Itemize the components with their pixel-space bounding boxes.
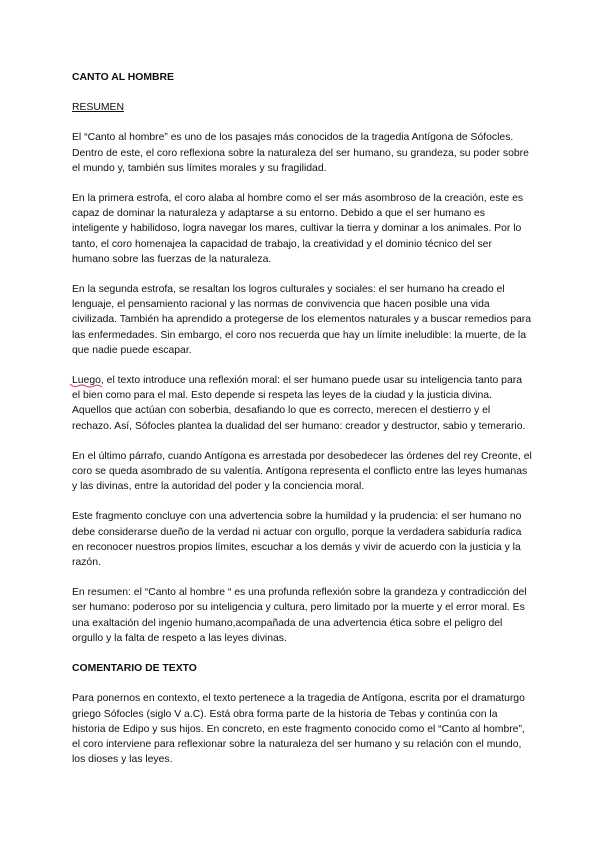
paragraph-reflexion-moral	[72, 373, 532, 434]
paragraph-reflexion-moral-text: , el texto introduce una reflexión moral: el ser humano puede usar su inteligencia tanto para el bien como para el mal. Esto depende si respeta las leyes de la ciudad y la justicia divina. Aquellos que actúan con soberbia, desafiando lo que es correcto, merecen el destierro y el rechazo. Así, Sófocles plantea la dualidad del ser humano: creador y destructor, sabio y temerario.	[72, 375, 526, 432]
paragraph-conclusion: Este fragmento concluye con una advertencia sobre la humildad y la prudencia: el ser humano no debe considerarse dueño de la verdad ni actuar con orgullo, porque la verdadera sabiduría radica en reconocer nuestros propios límites, escuchar a los demás y vivir de acuerdo con la justicia y la razón.	[72, 511, 522, 569]
section-title-comentario: COMENTARIO DE TEXTO	[72, 663, 197, 675]
paragraph-ultimo-parrafo: En el último párrafo, cuando Antígona es arrestada por desobedecer las órdenes del rey Creonte, el coro se queda asombrado de su valentía. Antígona representa el conflicto entre las leyes humanas y las divinas, entre la autoridad del poder y la conciencia moral.	[72, 450, 532, 493]
document-content	[72, 70, 532, 782]
section-title-resumen: RESUMEN	[72, 102, 124, 114]
paragraph-primera-estrofa: En la primera estrofa, el coro alaba al hombre como el ser más asombroso de la creación, este es capaz de dominar la naturaleza y adaptarse a su entorno. Debido a que el ser humano es inteligente y habilidoso, logra navegar los mares, cultivar la tierra y dominar a los animales. Por lo tanto, el coro homenajea la capacidad de trabajo, la creatividad y el dominio técnico del ser humano sobre las fuerzas de la naturaleza.	[72, 193, 524, 265]
spellcheck-word-text: Luego	[72, 375, 101, 387]
paragraph-intro: El “Canto al hombre” es uno de los pasajes más conocidos de la tragedia Antígona de Sófocles. Dentro de este, el coro reflexiona sobre la naturaleza del ser humano, su grandeza, su poder sobre el mundo y, también sus límites morales y su fragilidad.	[72, 132, 529, 174]
document-title: CANTO AL HOMBRE	[72, 72, 174, 83]
paragraph-segunda-estrofa: En la segunda estrofa, se resaltan los logros culturales y sociales: el ser humano ha creado el lenguaje, el pensamiento racional y las normas de convivencia que hacen posible una vida civilizada. También ha aprendido a protegerse de los elementos naturales y a buscar remedios para las enfermedades. Sin embargo, el coro nos recuerda que hay un límite ineludible: la muerte, de la que nadie puede escapar.	[72, 284, 531, 356]
paragraph-resumen-final: En resumen: el “Canto al hombre “ es una profunda reflexión sobre la grandeza y contradicción del ser humano: poderoso por su inteligencia y cultura, pero limitado por la muerte y el error moral. Es una exaltación del ingenio humano,acompañada de una advertencia ética sobre el peligro del orgullo y la falta de respeto a las leyes divinas.	[72, 587, 527, 644]
paragraph-comentario: Para ponernos en contexto, el texto pertenece a la tragedia de Antígona, escrita por el dramaturgo griego Sófocles (siglo V a.C). Está obra forma parte de la historia de Tebas y continúa con la historia de Edipo y sus hijos. En concreto, en este fragmento conocido como el “Canto al hombre”, el coro interviene para reflexionar sobre la naturaleza del ser humano y su relación con el mundo, los dioses y las leyes.	[72, 693, 525, 766]
spellcheck-word[interactable]	[72, 375, 101, 386]
spellcheck-underline	[70, 383, 104, 389]
